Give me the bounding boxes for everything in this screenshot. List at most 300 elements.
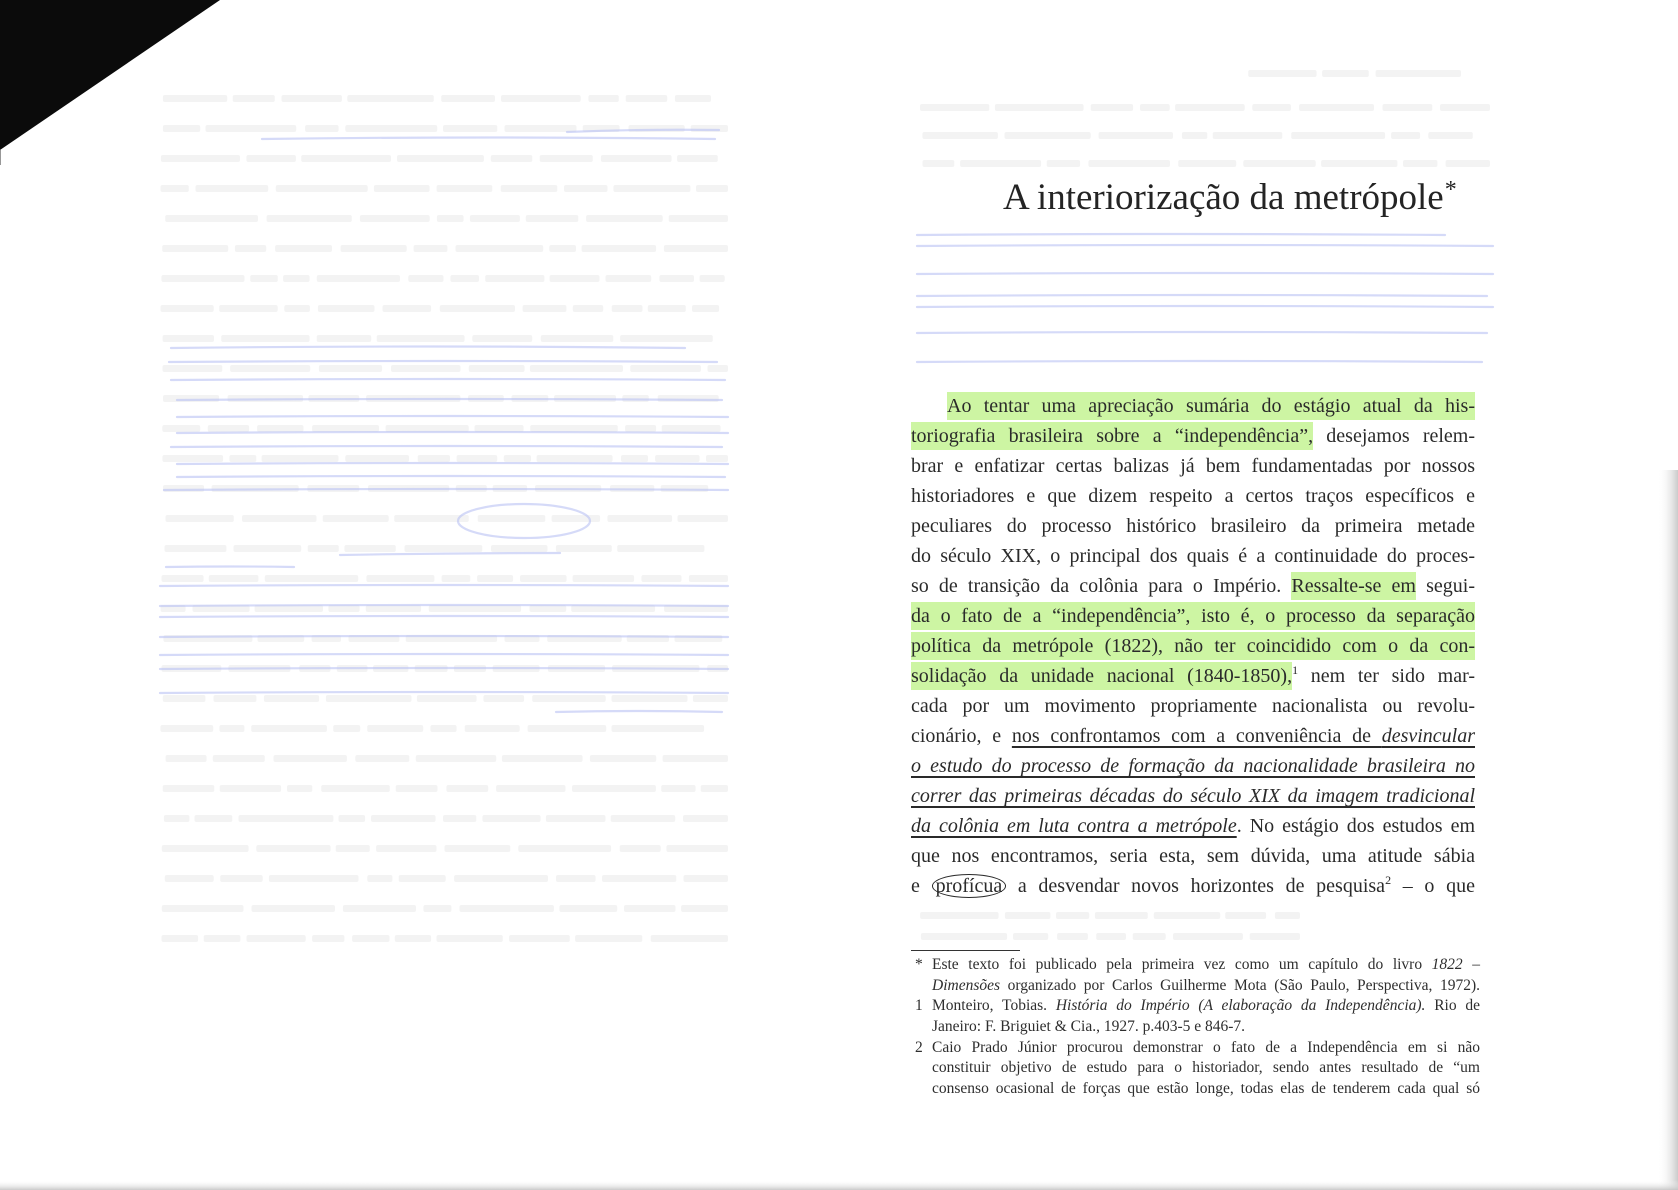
bleed-through-text xyxy=(669,215,728,222)
bleed-through-underline xyxy=(160,692,728,693)
bleed-through-text xyxy=(483,695,524,702)
bleed-through-text xyxy=(601,155,672,162)
bleed-through-text xyxy=(163,335,214,342)
bleed-through-text xyxy=(556,875,596,882)
bleed-through-text xyxy=(220,785,281,792)
bleed-through-text xyxy=(675,95,711,102)
bleed-through-text xyxy=(162,455,223,462)
bleed-through-underline xyxy=(177,399,722,400)
body-text-segment: brar e enfatizar certas balizas já bem fundamentadas por nossos xyxy=(911,455,1475,477)
bleed-through-text xyxy=(204,935,241,942)
bleed-through-text xyxy=(437,935,503,942)
bleed-through-text xyxy=(230,365,310,372)
bleed-through-text xyxy=(630,365,701,372)
footnote-line xyxy=(932,1017,1480,1038)
bleed-through-text xyxy=(620,845,661,852)
bleed-through-text xyxy=(504,455,531,462)
bleed-through-text xyxy=(442,575,471,582)
footnotes xyxy=(915,955,1480,1100)
bleed-through-text xyxy=(613,185,690,192)
bleed-through-text xyxy=(530,425,618,432)
footnote xyxy=(915,1038,1480,1100)
bleed-through-text xyxy=(162,905,244,912)
bleed-through-text xyxy=(602,875,676,882)
bleed-through-text xyxy=(564,185,608,192)
footnote-segment: constituir objetivo de estudo para o historiador, sendo antes resultado de “um xyxy=(932,1059,1480,1077)
bleed-through-text xyxy=(377,335,465,342)
bleed-through-text xyxy=(162,245,228,252)
body-text-segment: desejamos relem- xyxy=(1313,425,1476,447)
bleed-through-text xyxy=(164,815,190,822)
footnote-segment: Rio de xyxy=(1425,997,1480,1015)
bleed-through-text xyxy=(344,545,395,552)
bleed-through-text xyxy=(666,845,728,852)
bleed-through-text xyxy=(559,905,617,912)
bleed-through-text xyxy=(445,845,511,852)
bleed-through-underline xyxy=(177,416,728,417)
bleed-through-text xyxy=(417,695,477,702)
bleed-through-text xyxy=(326,695,412,702)
bleed-through-text xyxy=(440,305,515,312)
bleed-through-text xyxy=(250,275,278,282)
bleed-through-text xyxy=(664,245,728,252)
bleed-through-text xyxy=(505,125,577,132)
bleed-through-text xyxy=(1173,933,1243,940)
bleed-through-text xyxy=(501,95,581,102)
bleed-through-text xyxy=(214,695,257,702)
highlighted-text: Ao tentar uma apreciação sumária do estágio atual da his- xyxy=(947,392,1475,420)
bleed-through-text xyxy=(221,335,309,342)
bleed-through-text xyxy=(162,935,199,942)
bleed-through-text xyxy=(624,905,676,912)
bleed-through-text xyxy=(430,725,456,732)
bleed-through-text xyxy=(284,305,310,312)
bleed-through-text xyxy=(317,335,372,342)
bleed-through-text xyxy=(287,785,312,792)
bleed-through-underline xyxy=(262,138,715,140)
bleed-through-text xyxy=(556,545,612,552)
bleed-through-text xyxy=(209,575,259,582)
bleed-through-text xyxy=(235,245,266,252)
bleed-through-text xyxy=(491,545,548,552)
bleed-through-text xyxy=(1225,912,1266,919)
bleed-through-text xyxy=(355,755,409,762)
bleed-through-text xyxy=(1446,160,1490,167)
footnote-italic: 1822 xyxy=(1431,956,1463,973)
bleed-through-text xyxy=(262,455,339,462)
bleed-through-text xyxy=(550,275,600,282)
bleed-through-text xyxy=(1178,160,1236,167)
bleed-through-text xyxy=(626,95,668,102)
bleed-through-underline xyxy=(177,432,728,433)
body-line xyxy=(911,691,1475,721)
footnote-italic: Dimensões xyxy=(932,976,1001,994)
body-line xyxy=(911,871,1475,901)
bleed-through-underline xyxy=(917,361,1482,362)
bleed-through-text xyxy=(575,935,642,942)
bleed-through-text xyxy=(161,155,240,162)
bleed-through-text xyxy=(423,905,451,912)
footnote-line xyxy=(932,976,1480,997)
bleed-through-text xyxy=(921,933,1007,940)
bleed-through-text xyxy=(617,545,704,552)
bleed-through-text xyxy=(1248,70,1316,77)
body-text-segment: peculiares do processo histórico brasileiro da primeira metade xyxy=(911,515,1475,537)
bleed-through-text xyxy=(416,755,496,762)
bleed-through-text xyxy=(648,305,686,312)
body-text xyxy=(911,391,1475,901)
bleed-through-text xyxy=(477,575,513,582)
bleed-through-text xyxy=(472,335,532,342)
bleed-through-text xyxy=(336,845,370,852)
bleed-through-text xyxy=(689,575,728,582)
bleed-through-text xyxy=(960,160,1041,167)
bleed-through-text xyxy=(229,455,256,462)
bleed-through-text xyxy=(573,575,635,582)
body-text-segment: que nos encontramos, seria esta, sem dúvida, uma atitude sábia xyxy=(911,845,1475,867)
bleed-through-text xyxy=(612,695,688,702)
bleed-through-text xyxy=(501,185,558,192)
bleed-through-text xyxy=(528,725,607,732)
bleed-through-text xyxy=(1140,104,1170,111)
bleed-through-text xyxy=(163,695,206,702)
bleed-through-text xyxy=(162,425,200,432)
bleed-through-underline xyxy=(917,245,1493,246)
bleed-through-text xyxy=(491,155,533,162)
footnote-italic: História do Império (A elaboração da Independência). xyxy=(1055,997,1426,1015)
bleed-through-text xyxy=(443,125,497,132)
bleed-through-text xyxy=(246,155,296,162)
bleed-through-text xyxy=(450,275,479,282)
footnote-line xyxy=(932,1058,1480,1079)
bleed-through-text xyxy=(1291,132,1385,139)
bleed-through-underline xyxy=(166,567,294,568)
bleed-through-text xyxy=(1057,933,1088,940)
bleed-through-text xyxy=(233,95,275,102)
bleed-through-text xyxy=(161,185,189,192)
bleed-through-text xyxy=(1383,104,1433,111)
bleed-through-text xyxy=(572,785,656,792)
footnote-segment: organizado por Carlos Guilherme Mota (São Paulo, Perspectiva, 1972). xyxy=(1000,976,1480,994)
bleed-through-text xyxy=(655,455,700,462)
bleed-through-text xyxy=(681,905,728,912)
footnote-line xyxy=(932,996,1480,1017)
footnote-mark: * xyxy=(915,956,923,973)
underlined-italic-text: da colônia em luta contra a metrópole xyxy=(911,815,1237,837)
bleed-through-underline xyxy=(169,361,717,362)
bleed-through-text xyxy=(659,275,694,282)
bleed-through-text xyxy=(693,695,728,702)
bleed-through-text xyxy=(321,785,390,792)
bleed-through-text xyxy=(662,425,721,432)
bleed-through-underline xyxy=(160,668,728,669)
bleed-through-text xyxy=(460,905,554,912)
bleed-through-text xyxy=(1299,104,1374,111)
bleed-through-text xyxy=(677,155,718,162)
bleed-through-text xyxy=(588,95,618,102)
bleed-through-text xyxy=(319,365,382,372)
body-line xyxy=(911,811,1475,841)
bleed-through-underline xyxy=(917,273,1493,274)
bleed-through-text xyxy=(552,515,601,522)
bleed-through-text xyxy=(343,905,416,912)
bleed-through-text xyxy=(339,815,366,822)
bleed-through-text xyxy=(678,515,729,522)
bleed-through-text xyxy=(414,245,448,252)
bleed-through-text xyxy=(706,455,728,462)
bleed-through-text xyxy=(708,365,729,372)
bleed-through-text xyxy=(546,815,606,822)
bleed-through-underline xyxy=(177,463,728,464)
footnote-line xyxy=(932,1038,1480,1059)
body-line xyxy=(911,541,1475,571)
footnote-ref: 1 xyxy=(1292,663,1299,677)
bleed-through-text xyxy=(341,245,407,252)
bleed-through-text xyxy=(312,935,344,942)
underlined-italic-text: correr das primeiras décadas do século XIX da imagem tradicional xyxy=(911,785,1475,807)
body-text-segment: do século XIX, o principal dos quais é a continuidade do proces- xyxy=(911,545,1475,567)
scan-bottom-edge xyxy=(0,1180,1678,1190)
bleed-through-text xyxy=(318,305,375,312)
body-line xyxy=(911,421,1475,451)
footnote-ref: 2 xyxy=(1385,873,1392,887)
footnote-segment: – xyxy=(1462,956,1480,973)
bleed-through-text xyxy=(1275,912,1300,919)
body-text-segment: cada por um movimento propriamente nacionalista ou revolu- xyxy=(911,695,1475,717)
footnote xyxy=(915,996,1480,1037)
bleed-through-text xyxy=(1175,104,1245,111)
bleed-through-text xyxy=(1056,912,1089,919)
bleed-through-text xyxy=(922,132,998,139)
body-text-segment: . No estágio dos estudos em xyxy=(1236,815,1476,837)
footnote-segment: Caio Prado Júnior procurou demonstrar o fato de a Independência em si não xyxy=(932,1038,1480,1056)
bleed-through-text xyxy=(573,305,603,312)
bleed-through-text xyxy=(196,185,269,192)
chapter-title xyxy=(1003,176,1457,224)
bleed-through-text xyxy=(663,755,728,762)
bleed-through-text xyxy=(1095,912,1148,919)
underlined-italic-text: o estudo do processo de formação da nacionalidade brasileira no xyxy=(911,755,1475,777)
bleed-through-text xyxy=(518,845,611,852)
footnote-mark: 2 xyxy=(915,1038,923,1056)
bleed-through-text xyxy=(305,125,339,132)
bleed-through-text xyxy=(206,125,297,132)
bleed-through-text xyxy=(520,575,567,582)
bleed-through-text xyxy=(360,215,430,222)
bleed-through-text xyxy=(163,95,227,102)
bleed-through-underline xyxy=(160,605,728,606)
footnote xyxy=(915,955,1480,996)
bleed-through-text xyxy=(541,335,614,342)
bleed-through-text xyxy=(269,875,359,882)
bleed-through-text xyxy=(446,785,488,792)
bleed-through-text xyxy=(345,455,409,462)
bleed-through-text xyxy=(317,275,400,282)
bleed-through-underline xyxy=(171,379,725,380)
bleed-through-text xyxy=(469,365,525,372)
body-text-segment: – o que xyxy=(1391,875,1475,897)
body-line xyxy=(911,751,1475,781)
bleed-through-text xyxy=(482,815,540,822)
bleed-through-text xyxy=(478,515,546,522)
bleed-through-text xyxy=(441,95,495,102)
bleed-through-text xyxy=(1321,160,1397,167)
underlined-text: nos confrontamos com a conveniência de xyxy=(1011,725,1382,747)
bleed-through-text xyxy=(247,935,306,942)
bleed-through-text xyxy=(399,875,446,882)
bleed-through-text xyxy=(161,275,244,282)
bleed-through-text xyxy=(641,575,681,582)
bleed-through-text xyxy=(485,275,544,282)
bleed-through-text xyxy=(374,185,430,192)
bleed-through-text xyxy=(283,275,310,282)
bleed-through-text xyxy=(995,104,1084,111)
footnote-segment: Janeiro: F. Briguiet & Cia., 1927. p.403-5 e 846-7. xyxy=(932,1018,1246,1036)
bleed-through-text xyxy=(692,305,719,312)
bleed-through-text xyxy=(274,755,347,762)
bleed-through-text xyxy=(396,785,438,792)
bleed-through-underline xyxy=(917,295,1487,296)
bleed-through-text xyxy=(454,875,548,882)
bleed-through-text xyxy=(696,185,728,192)
body-line xyxy=(911,601,1475,631)
body-line xyxy=(911,661,1475,691)
bleed-through-text xyxy=(251,725,327,732)
bleed-through-text xyxy=(347,95,434,102)
bleed-through-text xyxy=(920,104,989,111)
bleed-through-text xyxy=(526,215,579,222)
bleed-through-text xyxy=(1428,132,1473,139)
bleed-through-text xyxy=(195,815,233,822)
bleed-through-text xyxy=(582,245,657,252)
footnote-text xyxy=(932,996,1480,1037)
bleed-through-text xyxy=(1440,104,1490,111)
chapter-title-text: A interiorização da metrópole xyxy=(1003,177,1444,218)
bleed-through-text xyxy=(366,575,434,582)
body-line xyxy=(911,391,1475,421)
bleed-through-text xyxy=(611,815,676,822)
bleed-through-text xyxy=(1376,70,1461,77)
footnote-line xyxy=(932,955,1480,976)
bleed-through-text xyxy=(1005,132,1091,139)
bleed-through-text xyxy=(502,755,583,762)
footnote-line xyxy=(932,1079,1480,1100)
bleed-through-text xyxy=(239,815,334,822)
bleed-through-text xyxy=(1322,70,1369,77)
bleed-through-text xyxy=(163,785,215,792)
bleed-through-text xyxy=(405,545,483,552)
bleed-through-text xyxy=(208,425,249,432)
bleed-through-underline xyxy=(556,711,722,712)
bleed-through-text xyxy=(160,725,213,732)
highlighted-text: Ressalte-se em xyxy=(1291,572,1416,600)
bleed-through-underline xyxy=(160,585,728,586)
highlighted-text: solidação da unidade nacional (1840-1850), xyxy=(911,662,1292,690)
body-text-segment: e xyxy=(911,875,932,897)
bleed-through-text xyxy=(282,95,342,102)
bleed-through-text xyxy=(242,515,317,522)
body-line xyxy=(911,571,1475,601)
bleed-through-text xyxy=(161,305,214,312)
bleed-through-underline xyxy=(917,234,1445,235)
bleed-through-text xyxy=(376,845,436,852)
bleed-through-text xyxy=(219,725,244,732)
bleed-through-text xyxy=(1403,160,1437,167)
bleed-through-text xyxy=(165,545,227,552)
footnote-segment: Monteiro, Tobias. xyxy=(932,997,1056,1015)
bleed-through-text xyxy=(606,275,652,282)
bleed-through-text xyxy=(684,875,729,882)
highlighted-text: da o fato de a “independência”, isto é, o processo da separação xyxy=(911,602,1475,630)
bleed-through-text xyxy=(352,935,389,942)
bleed-through-text xyxy=(397,155,484,162)
bleed-through-text xyxy=(625,425,656,432)
bleed-through-text xyxy=(1096,933,1126,940)
bleed-through-text xyxy=(257,425,303,432)
bleed-through-text xyxy=(612,725,705,732)
bleed-through-text xyxy=(166,515,234,522)
bleed-through-text xyxy=(163,125,200,132)
bleed-through-text xyxy=(256,845,330,852)
bleed-through-text xyxy=(700,275,725,282)
bleed-through-text xyxy=(661,485,709,492)
bleed-through-text xyxy=(612,305,643,312)
bleed-through-text xyxy=(496,785,565,792)
bleed-through-text xyxy=(437,215,464,222)
bleed-through-text xyxy=(661,785,695,792)
footnote-segment: Este texto foi publicado pela primeira vez como um capítulo do livro xyxy=(932,956,1432,973)
bleed-through-text xyxy=(162,575,204,582)
body-text-segment: cionário, e xyxy=(911,725,1012,747)
bleed-through-text xyxy=(523,305,567,312)
bleed-through-text xyxy=(301,155,391,162)
bleed-through-text xyxy=(1047,160,1080,167)
bleed-through-text xyxy=(1243,160,1315,167)
bleed-through-text xyxy=(1250,933,1300,940)
body-line xyxy=(911,481,1475,511)
bleed-through-text xyxy=(367,725,423,732)
bleed-through-text xyxy=(701,785,728,792)
bleed-through-underlines-right xyxy=(917,234,1493,362)
bleed-through-text xyxy=(323,515,389,522)
bleed-through-text xyxy=(1099,132,1173,139)
bleed-through-text xyxy=(265,575,358,582)
bleed-through-text xyxy=(252,905,336,912)
bleed-through-text xyxy=(456,245,544,252)
bleed-through-underline xyxy=(917,306,1493,307)
bleed-through-text xyxy=(276,185,368,192)
footnote-text xyxy=(932,1038,1480,1100)
bleed-through-text xyxy=(530,365,623,372)
bleed-through-text xyxy=(234,545,302,552)
bleed-through-text xyxy=(1213,132,1283,139)
bleed-through-text xyxy=(1088,160,1170,167)
bleed-through-text xyxy=(367,875,392,882)
bleed-through-text xyxy=(590,755,656,762)
bleed-through-text xyxy=(213,755,265,762)
bleed-through-text xyxy=(395,935,431,942)
highlighted-text: toriografia brasileira sobre a “independência”, xyxy=(911,422,1313,450)
body-line xyxy=(911,841,1475,871)
bleed-through-text xyxy=(607,515,672,522)
bleed-through-text xyxy=(651,935,728,942)
footnote-text xyxy=(932,955,1480,996)
scan-right-edge xyxy=(1658,470,1678,1190)
bleed-through-text xyxy=(267,215,352,222)
footnote-segment: consenso ocasional de forças que estão longe, todas elas de tenderem cada qual só xyxy=(932,1080,1480,1098)
bleed-through-underline xyxy=(917,332,1487,333)
bleed-through-text xyxy=(457,455,498,462)
